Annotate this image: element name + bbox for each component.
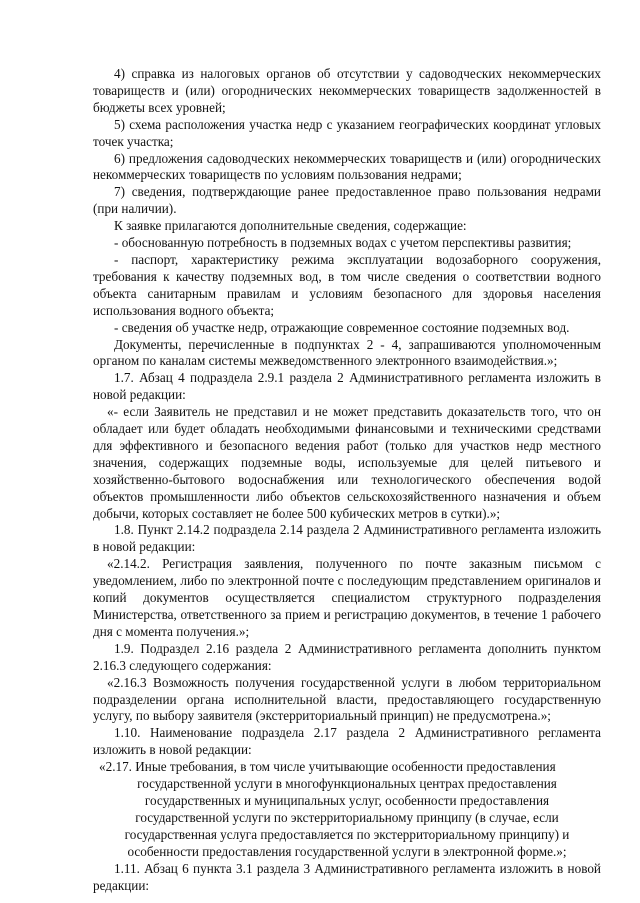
paragraph-1-9: 1.9. Подраздел 2.16 раздела 2 Административного регламента дополнить пунктом 2.16.3 следующего содержания: <box>93 640 601 673</box>
paragraph-documents-requested: Документы, перечисленные в подпунктах 2 - 4, запрашиваются уполномоченным органом по каналам системы межведомственного электронного взаимодействия.»; <box>93 336 601 369</box>
paragraph-attachments-intro: К заявке прилагаются дополнительные сведения, содержащие: <box>114 218 467 234</box>
paragraph-item-7: 7) сведения, подтверждающие ранее предоставленное право пользования недрами (при наличии). <box>93 184 601 217</box>
paragraph-item-4: 4) справка из налоговых органов об отсутствии у садоводческих некоммерческих товариществ и (или) огороднических некоммерческих товариществ задолженностей в бюджеты всех уровней; <box>93 66 601 115</box>
paragraph-site-info: - сведения об участке недр, отражающие современное состояние подземных вод. <box>114 319 570 335</box>
paragraph-1-7: 1.7. Абзац 4 подраздела 2.9.1 раздела 2 Административного регламента изложить в новой редакции: <box>93 370 601 403</box>
paragraph-quote-2-9-1: «- если Заявитель не представил и не может представить доказательств того, что он обладает или будет обладать необходимыми финансовыми и техническими средствами для эффективного и безопасного ведения работ (только для участков недр местного значения, содержащих подземные воды, используемые для целей питьевого и хозяйственно-бытового водоснабжения или технологического обеспечения водой объектов промышленности либо объектов сельскохозяйственного назначения и объем добычи, которых составляет не более 500 кубических метров в сутки).»; <box>93 404 601 521</box>
document-body <box>93 66 601 894</box>
paragraph-item-6: 6) предложения садоводческих некоммерческих товариществ и (или) огороднических некоммерческих товариществ по условиям пользования недрами; <box>93 150 601 183</box>
paragraph-1-11: 1.11. Абзац 6 пункта 3.1 раздела 3 Административного регламента изложить в новой редакции: <box>93 860 601 893</box>
paragraph-need-justification: - обоснованную потребность в подземных водах с учетом перспективы развития; <box>114 235 572 251</box>
paragraph-item-5: 5) схема расположения участка недр с указанием географических координат угловых точек участка; <box>93 116 601 149</box>
paragraph-1-10: 1.10. Наименование подраздела 2.17 раздела 2 Административного регламента изложить в новой редакции: <box>93 725 601 758</box>
paragraph-quote-2-16-3: «2.16.3 Возможность получения государственной услуги в любом территориальном подразделении органа исполнительной власти, предоставляющего государственную услугу, по выбору заявителя (экстерриториальный принцип) не предусмотрена.»; <box>93 674 601 724</box>
heading-quote-2-17-first: «2.17. Иные требования, в том числе учитывающие особенности предоставления <box>99 759 556 775</box>
heading-quote-2-17-rest: государственной услуги в многофункциональных центрах предоставления государственных и муниципальных услуг, особенности предоставления государственной услуги по экстерриториальному принципу (в случае, если государственная услуга предоставляется по экстерриториальному принципу) и особенности предоставления государственной услуги в электронной форме.»; <box>124 776 570 859</box>
paragraph-1-8: 1.8. Пункт 2.14.2 подраздела 2.14 раздела 2 Административного регламента изложить в новой редакции: <box>93 522 601 555</box>
paragraph-quote-2-14-2: «2.14.2. Регистрация заявления, полученного по почте заказным письмом с уведомлением, либо по электронной почте с последующим представлением оригиналов и копий документов осуществляется специалистом структурного подразделения Министерства, ответственного за прием и регистрацию документов, в течение 1 рабочего дня с момента получения.»; <box>93 556 601 639</box>
paragraph-passport: - паспорт, характеристику режима эксплуатации водозаборного сооружения, требования к качеству подземных вод, в том числе сведения о соответствии водного объекта санитарным правилам и условиям безопасного для здоровья населения использования водного объекта; <box>93 251 601 318</box>
